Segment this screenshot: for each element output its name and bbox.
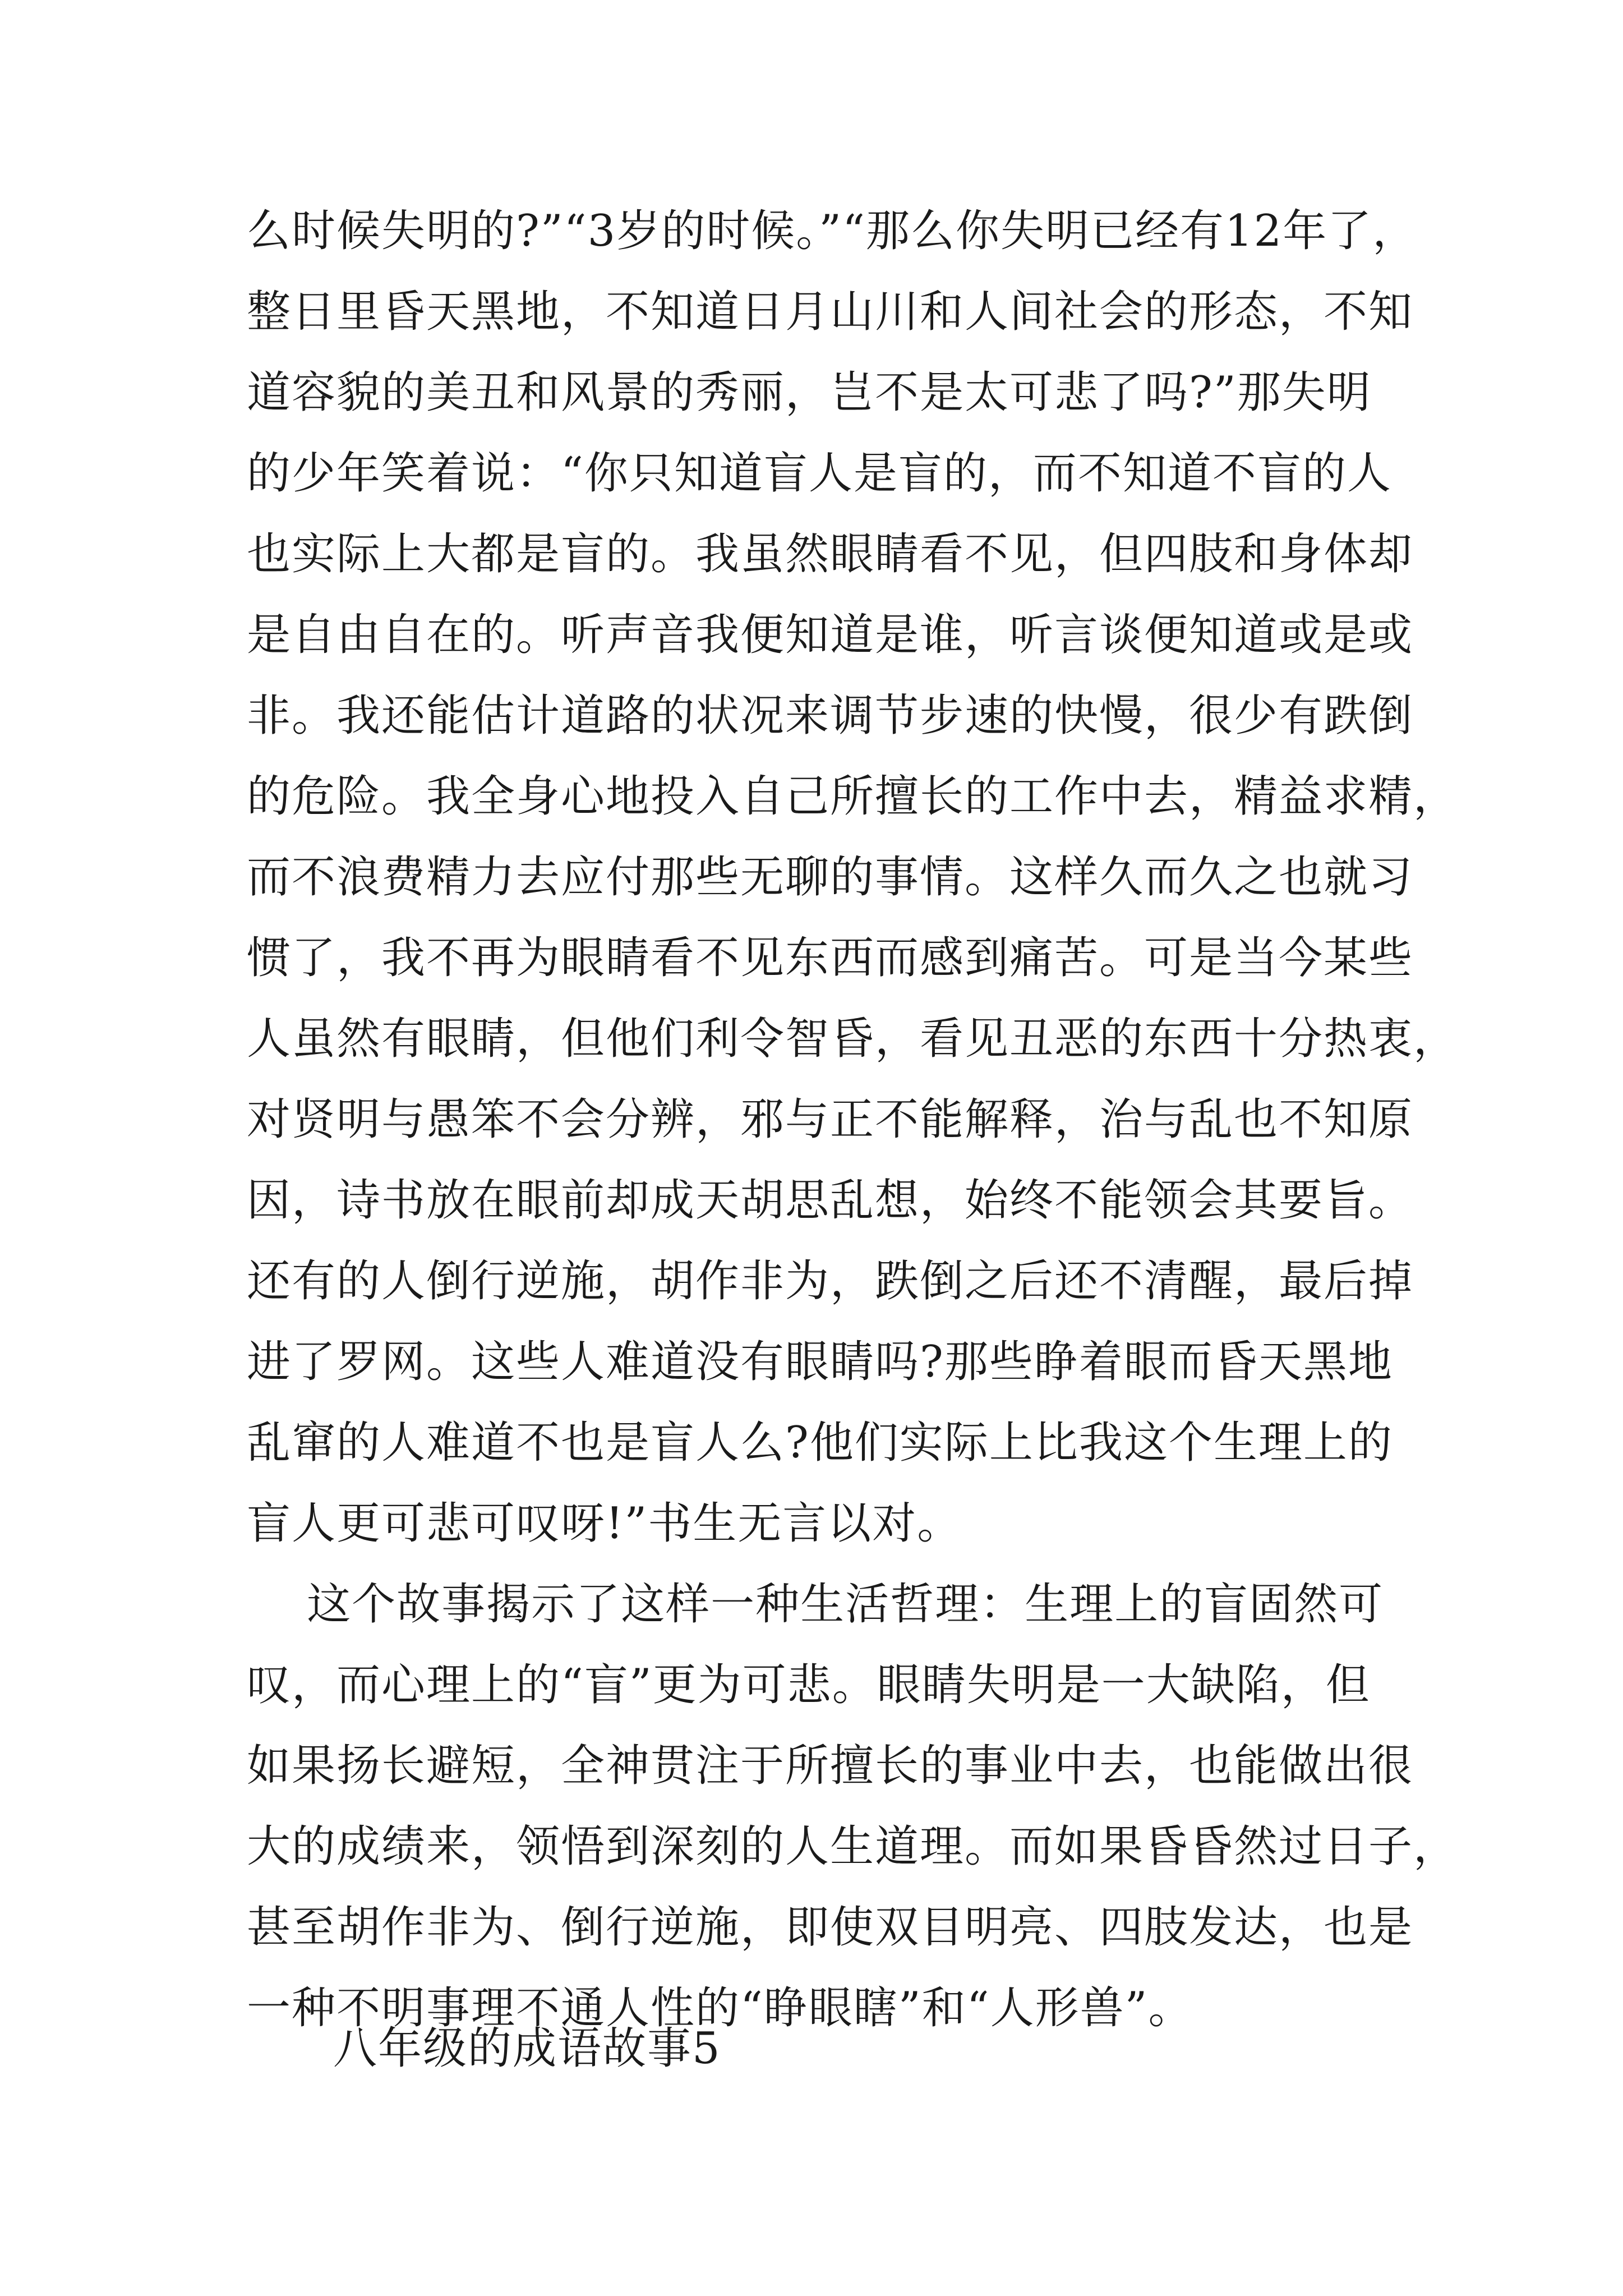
body-text	[247, 191, 1459, 2049]
text-line: 而不浪费精力去应付那些无聊的事情。这样久而久之也就习	[247, 852, 1414, 903]
text-line: 甚至胡作非为、倒行逆施，即使双目明亮、四肢发达，也是	[247, 1902, 1414, 1953]
text-line: 如果扬长避短，全神贯注于所擅长的事业中去，也能做出很	[247, 1741, 1414, 1791]
text-line: 这个故事揭示了这样一种生活哲理：生理上的盲固然可	[247, 1579, 1384, 1630]
text-line: 一种不明事理不通人性的“睁眼瞎”和“人形兽”。	[247, 1983, 1193, 2033]
text-line: 整日里昏天黑地，不知道日月山川和人间社会的形态，不知	[247, 287, 1414, 337]
text-line: 乱窜的人难道不也是盲人么?他们实际上比我这个生理上的	[247, 1418, 1393, 1468]
text-line: 是自由自在的。听声音我便知道是谁，听言谈便知道或是或	[247, 610, 1414, 660]
text-line: 的危险。我全身心地投入自己所擅长的工作中去，精益求精，	[247, 771, 1459, 822]
text-line: 叹，而心理上的“盲”更为可悲。眼睛失明是一大缺陷，但	[247, 1660, 1371, 1710]
text-line: 么时候失明的?”“3岁的时候。”“那么你失明已经有12年了，	[247, 206, 1418, 256]
text-line: 道容貌的美丑和风景的秀丽，岂不是太可悲了吗?”那失明	[247, 367, 1372, 418]
text-line: 进了罗网。这些人难道没有眼睛吗?那些睁着眼而昏天黑地	[247, 1337, 1393, 1387]
section-heading: 八年级的成语故事5	[333, 2023, 721, 2074]
text-line: 也实际上大都是盲的。我虽然眼睛看不见，但四肢和身体却	[247, 529, 1414, 579]
paragraph-2	[247, 1564, 1459, 2049]
text-line: 大的成绩来，领悟到深刻的人生道理。而如果昏昏然过日子，	[247, 1821, 1459, 1872]
text-line: 人虽然有眼睛，但他们利令智昏，看见丑恶的东西十分热衷，	[247, 1014, 1459, 1064]
text-line: 还有的人倒行逆施，胡作非为，跌倒之后还不清醒，最后掉	[247, 1256, 1414, 1306]
paragraph-1	[247, 191, 1459, 1564]
text-line: 非。我还能估计道路的状况来调节步速的快慢，很少有跌倒	[247, 691, 1414, 741]
text-line: 的少年笑着说：“你只知道盲人是盲的，而不知道不盲的人	[247, 448, 1392, 499]
text-line: 因，诗书放在眼前却成天胡思乱想，始终不能领会其要旨。	[247, 1175, 1414, 1226]
text-line: 盲人更可悲可叹呀!”书生无言以对。	[247, 1498, 962, 1549]
text-line: 对贤明与愚笨不会分辨，邪与正不能解释，治与乱也不知原	[247, 1094, 1414, 1145]
text-line: 惯了，我不再为眼睛看不见东西而感到痛苦。可是当今某些	[247, 933, 1414, 983]
